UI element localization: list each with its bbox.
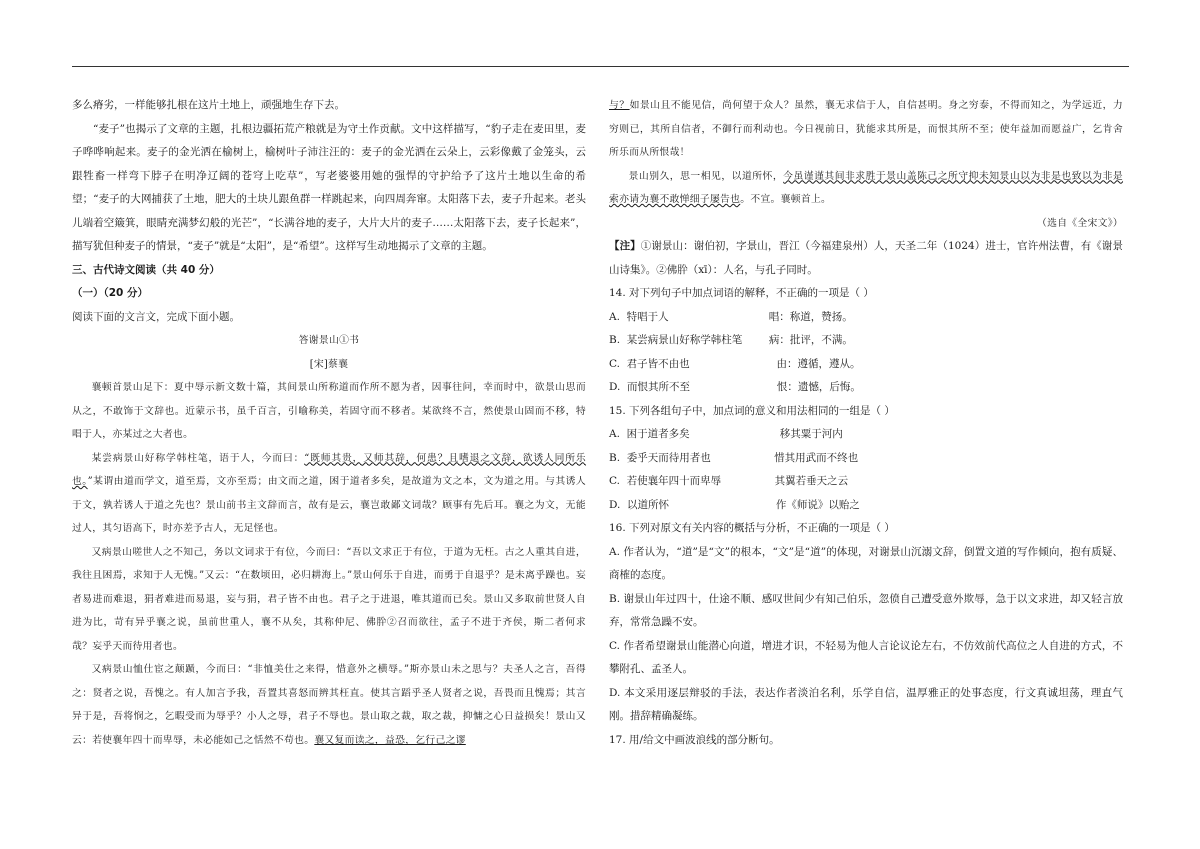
option: C. 君子皆不由也 由：遵循，遵从。 xyxy=(609,357,861,370)
wavy-underlined-text: 今虽谨谨其间非求胜于景山盖陈己之所守抑未知景山以为非是也致以为非是索亦请为襄不敢惮细子屡告也 xyxy=(609,170,1124,205)
left-column xyxy=(72,94,586,752)
text-run: 景山别久，思一相见，以道所怀， xyxy=(628,170,784,182)
option: C. 若使襄年四十而卑辱 其翼若垂天之云 xyxy=(609,475,849,487)
option: C. 作者希望谢景山能潜心向道，增进才识，不轻易为他人言论议论左右，不仿效前代高位之人自进的方式，不攀附孔、孟圣人。 xyxy=(609,639,1123,675)
option: D. 本文采用逐层辩驳的手法，表达作者淡泊名利，乐学自信，温厚雅正的处事态度，行文真诚坦荡，理直气刚。措辞精确凝练。 xyxy=(609,686,1123,722)
option: A. 特唱于人 唱：称道，赞扬。 xyxy=(609,310,853,323)
text-run: 。不宣。襄顿首上。 xyxy=(740,194,832,205)
instruction: 阅读下面的文言文，完成下面小题。 xyxy=(72,310,240,323)
underlined-text: 襄又复而读之，益恐，乞行己之谬 xyxy=(314,734,466,746)
question-17: 17. 用/给文中画波浪线的部分断句。 xyxy=(609,733,780,746)
passage-paragraph xyxy=(72,447,586,541)
wavy-underlined-text: “既师其贵，又师其辞，何患？且嗜退之文辞，欲诱人同所乐也。 xyxy=(72,452,587,487)
note-label: 【注】 xyxy=(609,240,641,252)
section-heading: 三、古代诗文阅读（共 40 分） xyxy=(72,263,220,276)
text-run: 如景山且不能见信，尚何望于众人？虽然，襄无求信于人，自信甚明。身之穷泰，不得而知之，为学远近，力穷则已，其所自信者，不御行而利动也。今日视前日，犹能求其所是，而恨其所不至；使年益加而愿益广，乞肯舍所乐而从所恨哉！ xyxy=(609,100,1123,158)
passage-paragraph xyxy=(72,658,586,752)
note-text: ①谢景山：谢伯初，字景山，晋江（今福建泉州）人，天圣二年（1024）进士，官许州法曹，有《谢景山诗集》。②佛肸（xī）：人名，与孔子同时。 xyxy=(609,240,1123,276)
option: B. 委乎天而待用者也 惜其用武而不终也 xyxy=(609,451,859,464)
question-14: 14. 对下列句子中加点词语的解释，不正确的一项是（ ） xyxy=(609,287,874,299)
underlined-text: 与？ xyxy=(609,100,630,111)
annotation-note xyxy=(609,235,1123,282)
option: B. 某尝病景山好称学韩柱笔 病：批评，不满。 xyxy=(609,334,853,346)
paragraph: 多么瘠劣，一样能够扎根在这片土地上，顽强地生存下去。 xyxy=(72,99,345,111)
passage-paragraph xyxy=(609,94,1123,165)
part-heading: （一）（20 分） xyxy=(72,287,149,299)
passage-paragraph: 又病景山嗟世人之不知己，务以文词求于有位，今而曰：“吾以文求正于有位，于道为无枉。古之人重其自进，我往且困焉，求知于人无愧。”又云：“在数顷田，必归耕海上。”景山何乐于自进，而勇于自退乎？是未离乎躁也。妄者易进而难退，狷者难进而易退，妄与狷，君子皆不由也。君子之于进退，唯其道而已矣。景山又多取前世贤人自进为比，苛有异乎襄之说，虽前世重人，襄不从矣，其称仲尼、佛肸②召而欲往，孟子不进于齐侯，斯二者何求哉？妄乎天而待用者也。 xyxy=(72,546,586,652)
passage-title: 答谢景山①书 xyxy=(298,335,360,346)
passage-paragraph: 襄顿首景山足下：夏中辱示新文数十篇，其间景山所称道而作所不愿为者，因事往问，幸而时中，欲景山思而从之，不敢饰于文辞也。近蒙示书，虽千百言，引喻称美，若固守而不移者。某欲终不言，然使景山固而不移，特唱于人，亦某过之大者也。 xyxy=(72,382,586,440)
text-run: ”某谓由道而学文，道至焉，文亦至焉；由文而之道，困于道者多矣，是故道为文之本，文为道之用。与其诱人于文，孰若诱人于道之先也？景山前书主文辞而言，故有是云，襄岂敢鄙文词哉？顾事有先后耳。襄之为文，无能过人，其匀语高下，时亦差予古人，无足怪也。 xyxy=(72,476,586,534)
text-run: 又病景山恤仕宦之颠踬，今而曰：“非恤美仕之来得，惜意外之横辱。”斯亦景山未之思与？夫圣人之言，吾得之：贤者之说，吾愧之。有人加言予我，吾置其喜怒而辨其枉直。使其言蹈乎圣人贤者之说，吾畏而且愧焉；其言异于是，吾将悯之，乞暇受而为辱乎？小人之辱，君子不辱也。景山取之裁，取之裁，抑慵之心日益损矣！景山又云：若使襄年四十而卑辱，未必能如己之恬然不苟也。 xyxy=(72,664,586,746)
passage-author: [宋]蔡襄 xyxy=(309,358,349,370)
source-citation: （选自《全宋文》） xyxy=(1037,217,1123,229)
top-rule xyxy=(72,66,1129,67)
passage-paragraph xyxy=(609,165,1123,212)
option: A. 困于道者多矣 移其粟于河内 xyxy=(609,428,843,440)
option: A. 作者认为，“道”是“文”的根本，“文”是“道”的体现，对谢景山沉溺文辞，倒置文道的写作倾向，抱有质疑、商榷的态度。 xyxy=(609,545,1123,581)
right-column xyxy=(609,94,1123,752)
paragraph: “麦子”也揭示了文章的主题，扎根边疆拓荒产粮就是为守土作贡献。文中这样描写，“豹子走在麦田里，麦子哗哗响起来。麦子的金光洒在榆树上，榆树叶子沛注汪的：麦子的金光洒在云朵上，云彩像戴了金笼头，云跟牲畜一样弯下脖子在明净辽阔的苍穹上吃草”，写老婆婆用她的强悍的守护给予了这片土地以生命的希望；“麦子的大网捕获了土地，肥大的土块儿跟鱼群一样跳起来，向四周奔窜。太阳落下去，麦子升起来。老头儿端着空簸箕，眼睛充满梦幻般的光芒”，“长满谷地的麦子，大片大片的麦子……太阳落下去，麦子长起来”，描写犹但种麦子的情景，“麦子”就是“太阳”，是“希望”。这样写生动地揭示了文章的主题。 xyxy=(72,122,586,252)
question-15: 15. 下列各组句子中，加点词的意义和用法相同的一组是（ ） xyxy=(609,404,895,417)
option: D. 以道所怀 作《师说》以贻之 xyxy=(609,498,860,511)
text-run: 某尝病景山好称学韩柱笔，语于人，今而曰： xyxy=(91,452,305,464)
option: D. 而恨其所不至 恨：遗憾，后悔。 xyxy=(609,381,861,393)
question-16: 16. 下列对原文有关内容的概括与分析，不正确的一项是（ ） xyxy=(609,522,895,534)
option: B. 谢景山年过四十，仕途不顺、感叹世间少有知己伯乐，忽偾自己遭受意外欺辱，急于以文求进，却又轻言放弃，常常急躁不安。 xyxy=(609,592,1123,628)
